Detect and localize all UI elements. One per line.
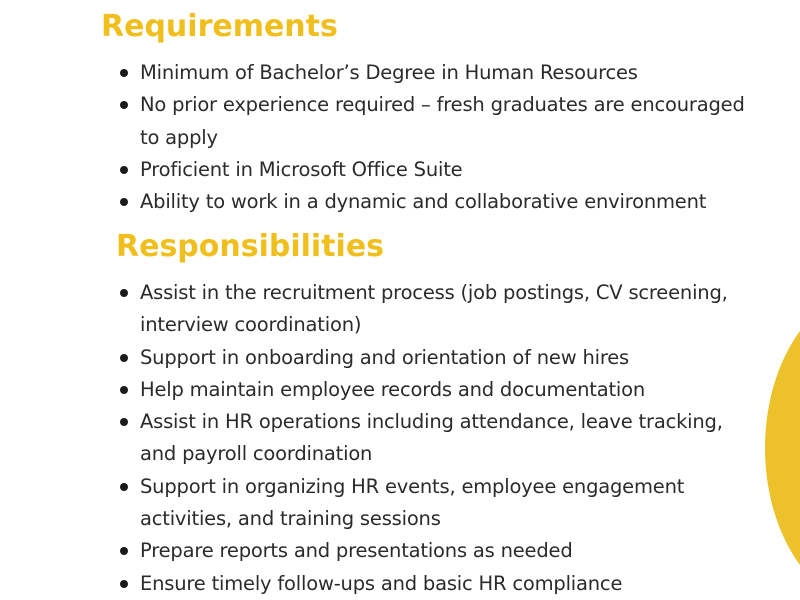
- list-item: [118, 374, 758, 406]
- list-item: [118, 186, 758, 218]
- responsibility-text: Help maintain employee records and documentation: [140, 377, 646, 401]
- bullet-icon: [120, 354, 128, 362]
- bullet-icon: [120, 166, 128, 174]
- responsibility-text: Support in organizing HR events, employee engagement activities, and training sessions: [140, 474, 685, 531]
- bullet-icon: [120, 289, 128, 297]
- list-item: [118, 471, 758, 536]
- list-item: [118, 342, 758, 374]
- bullet-icon: [120, 483, 128, 491]
- list-item: [118, 89, 758, 154]
- responsibility-text: Ensure timely follow-ups and basic HR compliance: [140, 571, 623, 595]
- requirements-list: [118, 57, 758, 218]
- requirement-text: Proficient in Microsoft Office Suite: [140, 157, 463, 181]
- list-item: [118, 57, 758, 89]
- responsibility-text: Support in onboarding and orientation of new hires: [140, 345, 629, 369]
- decorative-yellow-circle: [765, 288, 800, 600]
- list-item: [118, 535, 758, 567]
- requirements-heading: Requirements: [101, 9, 338, 44]
- requirement-text: Ability to work in a dynamic and collaborative environment: [140, 190, 707, 214]
- bullet-icon: [120, 101, 128, 109]
- requirement-text: No prior experience required – fresh graduates are encouraged to apply: [140, 93, 745, 149]
- responsibilities-list: [118, 277, 758, 600]
- bullet-icon: [120, 386, 128, 394]
- responsibility-text: Assist in the recruitment process (job postings, CV screening, interview coordination): [140, 281, 728, 337]
- bullet-icon: [120, 418, 128, 426]
- list-item: [118, 406, 758, 471]
- list-item: [118, 277, 758, 342]
- list-item: [118, 154, 758, 186]
- bullet-icon: [120, 69, 128, 77]
- responsibilities-heading: Responsibilities: [116, 229, 385, 264]
- bullet-icon: [120, 580, 128, 588]
- requirement-text: Minimum of Bachelor’s Degree in Human Resources: [140, 61, 638, 84]
- list-item: [118, 568, 758, 600]
- responsibility-text: Prepare reports and presentations as needed: [140, 539, 573, 563]
- bullet-icon: [120, 547, 128, 555]
- bullet-icon: [120, 198, 128, 206]
- responsibility-text: Assist in HR operations including attendance, leave tracking, and payroll coordination: [140, 410, 723, 466]
